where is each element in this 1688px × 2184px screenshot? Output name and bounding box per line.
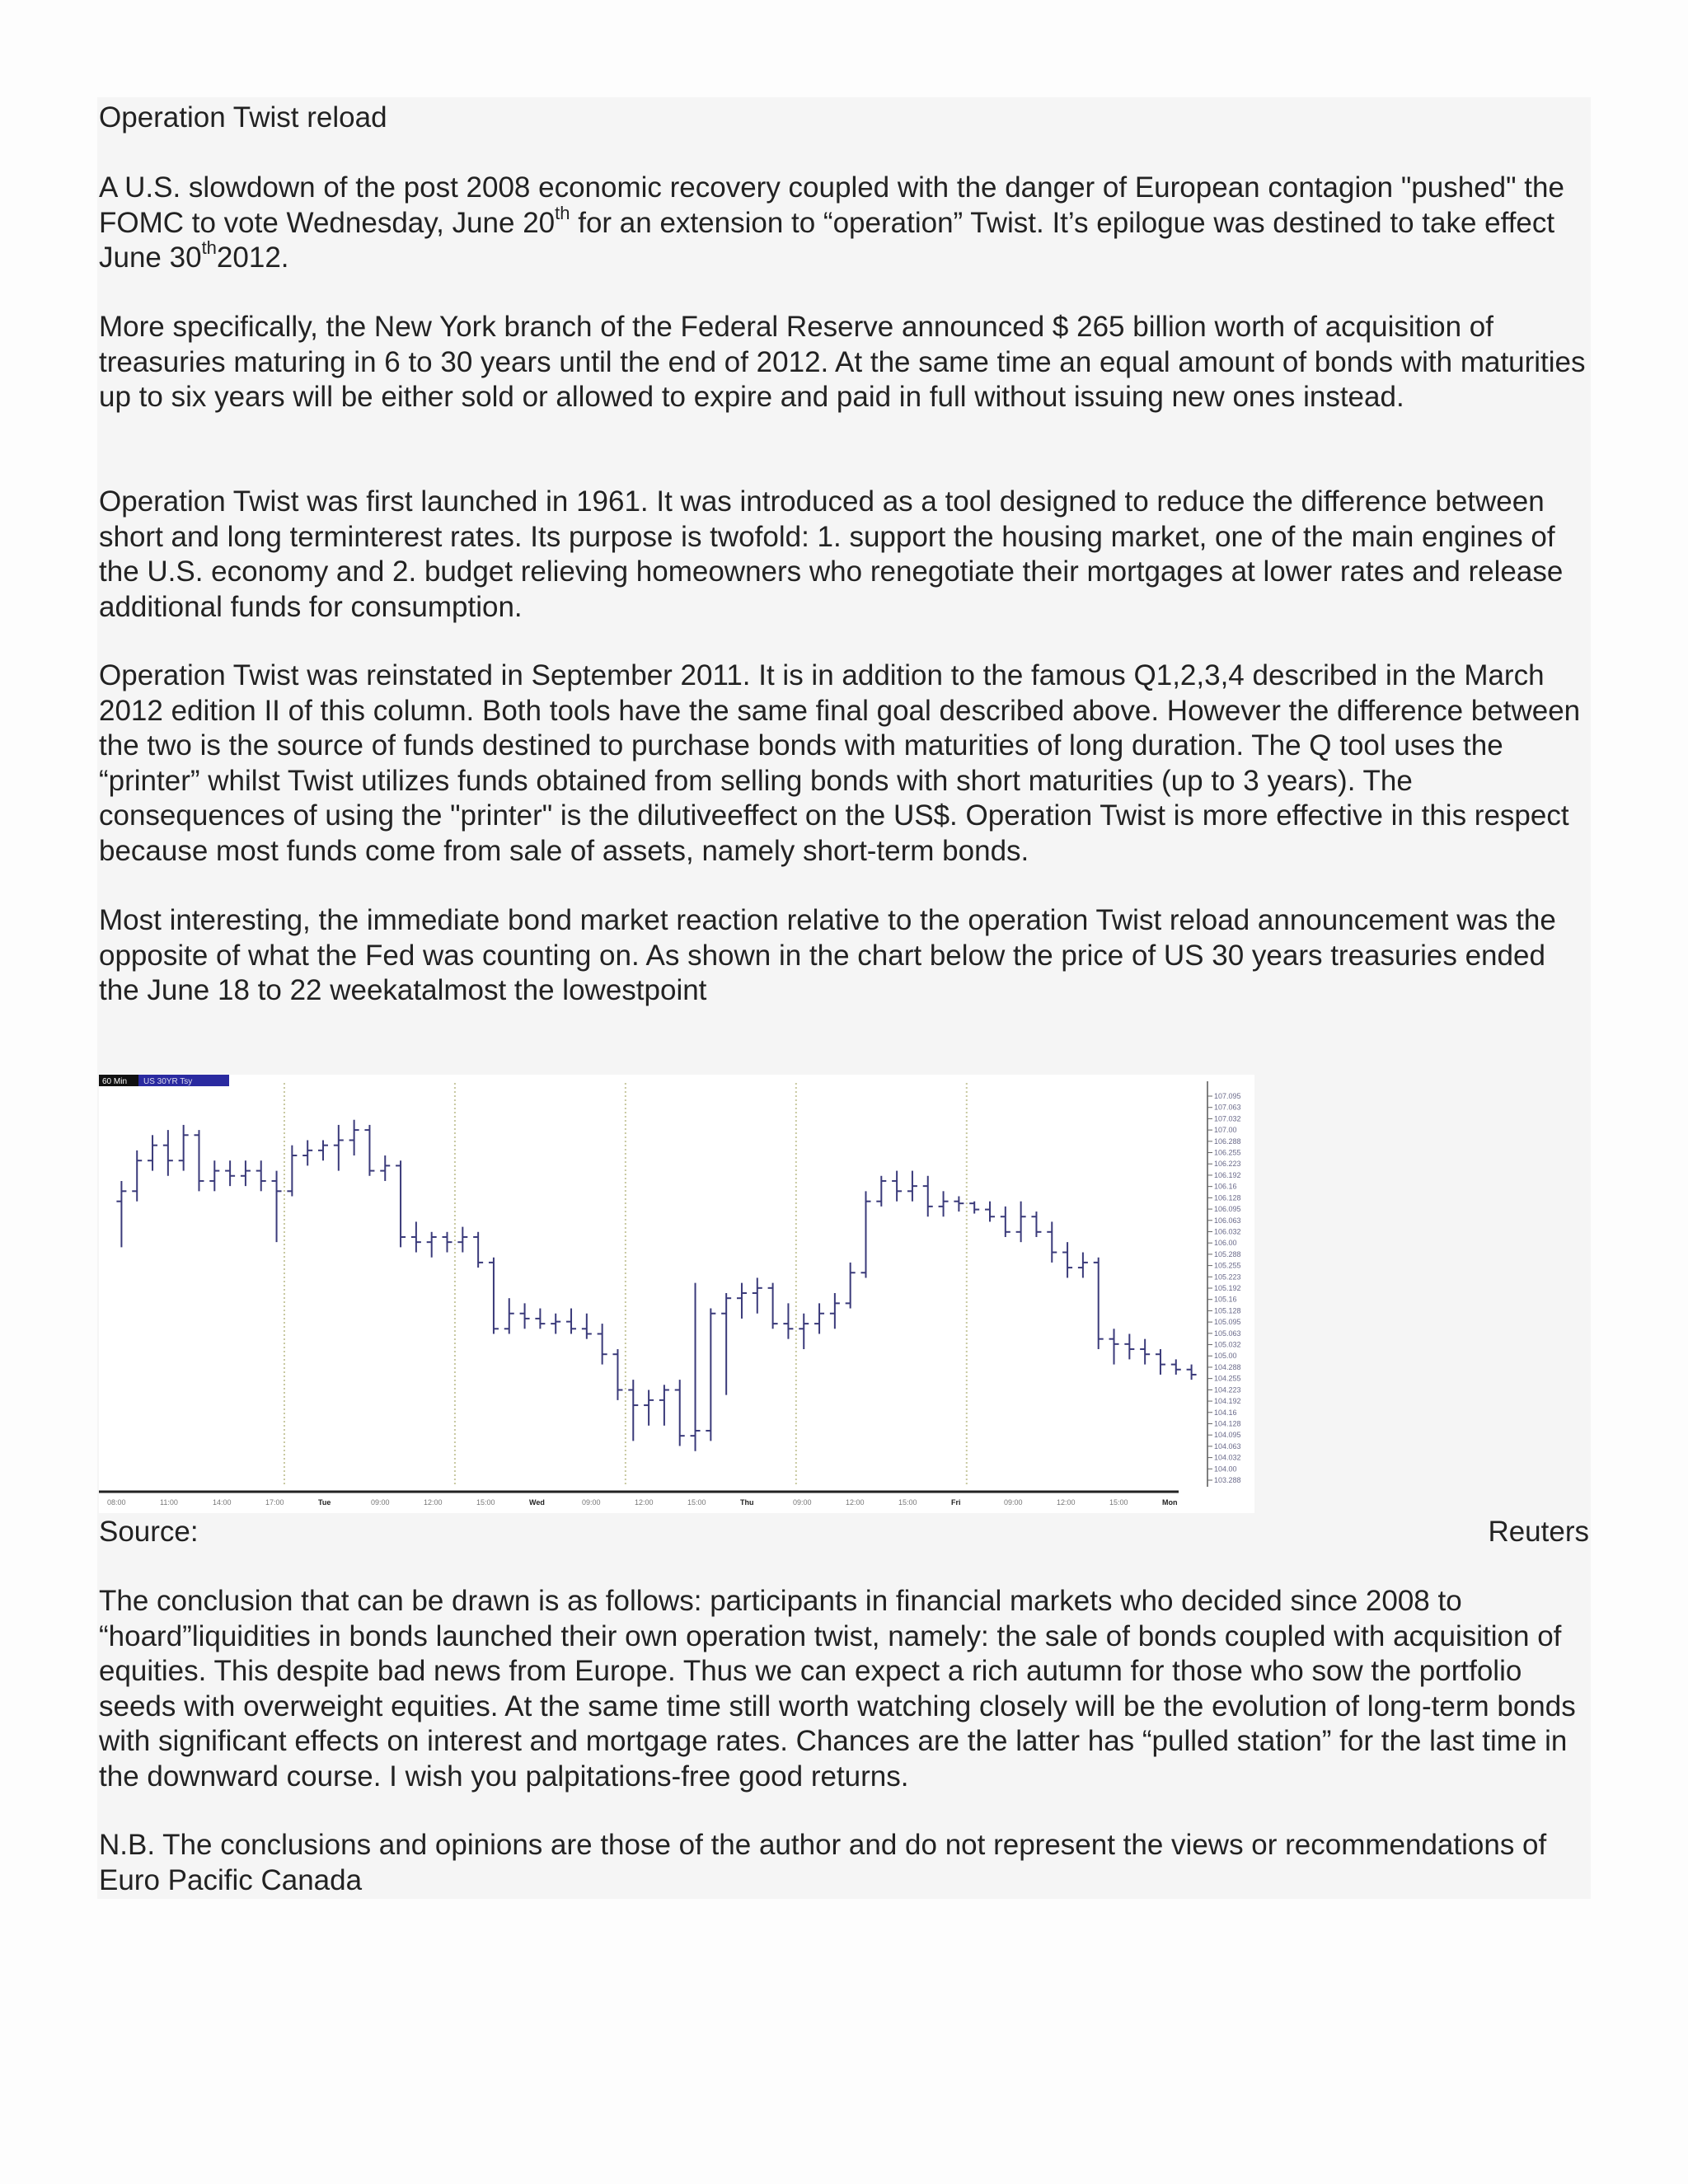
y-tick-label: 106.223 xyxy=(1214,1160,1241,1169)
x-tick-label: 15:00 xyxy=(1109,1498,1128,1507)
ohlc-bar xyxy=(846,1263,856,1309)
ohlc-bar xyxy=(892,1171,902,1202)
y-tick-label: 105.288 xyxy=(1214,1249,1241,1258)
y-tick-label: 106.255 xyxy=(1214,1148,1241,1157)
y-tick-label: 106.063 xyxy=(1214,1216,1241,1225)
ohlc-bar xyxy=(287,1146,297,1197)
y-tick-label: 104.032 xyxy=(1214,1453,1241,1462)
y-tick-label: 105.095 xyxy=(1214,1318,1241,1327)
ohlc-bar xyxy=(272,1171,282,1243)
ohlc-bar xyxy=(659,1385,669,1425)
superscript-th-2: th xyxy=(201,237,217,258)
ohlc-bar xyxy=(179,1125,189,1171)
ohlc-bar xyxy=(504,1298,514,1333)
ohlc-bar xyxy=(473,1232,483,1268)
y-tick-label: 104.192 xyxy=(1214,1397,1241,1406)
ohlc-bar xyxy=(876,1176,886,1207)
ohlc-bar xyxy=(706,1309,715,1441)
ohlc-bar xyxy=(1187,1365,1197,1380)
ohlc-bar xyxy=(1094,1258,1104,1349)
ohlc-bar xyxy=(954,1197,964,1212)
ohlc-bar xyxy=(334,1125,344,1171)
ohlc-bar xyxy=(194,1130,204,1191)
ohlc-bar xyxy=(520,1303,530,1329)
paragraph-2: More specifically, the New York branch of the Federal Reserve announced $ 265 billion worth of acquisition of treasuries maturing in 6 to 30 years until the end of 2012. At the same time an equal amount of bonds with maturities up to six years will be either sold or allowed to expire and paid in full without issuing new ones instead. xyxy=(99,311,1586,413)
ohlc-bar xyxy=(566,1309,576,1334)
ohlc-bar xyxy=(241,1160,251,1186)
y-tick-label: 106.192 xyxy=(1214,1170,1241,1179)
y-tick-label: 104.128 xyxy=(1214,1419,1241,1428)
paragraph-1-part-c: 2012. xyxy=(216,241,289,274)
y-tick-label: 103.288 xyxy=(1214,1476,1241,1484)
y-tick-label: 107.032 xyxy=(1214,1114,1241,1123)
ohlc-bar xyxy=(923,1176,933,1216)
ohlc-bar xyxy=(1047,1221,1057,1262)
x-tick-label: 09:00 xyxy=(793,1498,812,1507)
y-tick-label: 105.032 xyxy=(1214,1340,1241,1349)
ohlc-bar xyxy=(116,1181,126,1247)
ohlc-bar xyxy=(768,1283,778,1329)
ohlc-bar xyxy=(799,1314,809,1349)
y-tick-label: 104.255 xyxy=(1214,1374,1241,1383)
ohlc-bar xyxy=(1031,1212,1041,1237)
ohlc-bar xyxy=(721,1293,731,1395)
x-tick-label: Fri xyxy=(951,1498,961,1507)
y-tick-label: 105.255 xyxy=(1214,1261,1241,1270)
x-tick-label: 09:00 xyxy=(371,1498,390,1507)
ohlc-bar xyxy=(907,1171,917,1202)
x-tick-label: 12:00 xyxy=(635,1498,654,1507)
ohlc-bar xyxy=(163,1130,173,1176)
ohlc-bar xyxy=(148,1135,157,1170)
paragraph-7: N.B. The conclusions and opinions are those of the author and do not represent the views or recommendations of Euro Pacific Canada xyxy=(99,1829,1547,1896)
ohlc-bar xyxy=(380,1155,390,1181)
paragraph-1-part-b: for an extension to “operation” Twist. It’s epilogue was destined to take effect June 30 xyxy=(99,206,1555,274)
y-tick-label: 105.16 xyxy=(1214,1295,1237,1304)
x-tick-label: Wed xyxy=(529,1498,545,1507)
x-tick-label: 08:00 xyxy=(107,1498,126,1507)
ohlc-bar xyxy=(814,1303,824,1333)
y-tick-label: 105.223 xyxy=(1214,1272,1241,1282)
ohlc-bar xyxy=(1171,1359,1181,1375)
x-tick-label: 12:00 xyxy=(1057,1498,1076,1507)
ohlc-bar xyxy=(783,1303,793,1338)
ohlc-bar xyxy=(644,1390,654,1426)
ohlc-bar xyxy=(256,1160,266,1191)
ohlc-bar xyxy=(318,1140,328,1160)
x-tick-label: 15:00 xyxy=(687,1498,706,1507)
ohlc-bar xyxy=(675,1380,685,1446)
ohlc-bar xyxy=(457,1227,467,1253)
ohlc-bar xyxy=(443,1232,452,1253)
paragraph-6: The conclusion that can be drawn is as follows: participants in financial markets who decided since 2008 to “hoard”liquidities in bonds launched their own operation twist, namely: the sale of bonds coupled with acquisition of equities. This despite bad news from Europe. Thus we can expect a rich autumn for those who sow the portfolio seeds with overweight equities. At the same time still worth watching closely will be the evolution of long-term bonds with significant effects on interest and mortgage rates. Chances are the latter has “pulled station” for the last time in the downward course. I wish you palpitations-free good returns. xyxy=(99,1585,1576,1793)
document-title: Operation Twist reload xyxy=(99,101,387,134)
ohlc-bar xyxy=(1140,1339,1150,1365)
y-tick-label: 106.00 xyxy=(1214,1239,1237,1248)
ohlc-bar xyxy=(1109,1329,1119,1364)
x-tick-label: 15:00 xyxy=(898,1498,917,1507)
ohlc-bar xyxy=(628,1380,638,1441)
x-tick-label: 12:00 xyxy=(424,1498,443,1507)
x-tick-label: Tue xyxy=(318,1498,331,1507)
x-tick-label: 09:00 xyxy=(1004,1498,1023,1507)
ohlc-bar xyxy=(427,1232,437,1258)
superscript-th-1: th xyxy=(555,202,570,223)
ohlc-bar xyxy=(1078,1253,1088,1278)
paragraph-5: Most interesting, the immediate bond market reaction relative to the operation Twist reload announcement was the opposite of what the Fed was counting on. As shown in the chart below the price of US 30 years treasuries ended the June 18 to 22 weekatalmost the lowestpoint xyxy=(99,904,1556,1006)
ohlc-bar xyxy=(411,1221,421,1252)
ohlc-bar xyxy=(1156,1349,1165,1375)
ohlc-bar xyxy=(209,1160,219,1191)
ohlc-bar xyxy=(302,1140,312,1165)
paragraph-4: Operation Twist was reinstated in September 2011. It is in addition to the famous Q1,2,3,4 described in the March 2012 edition II of this column. Both tools have the same final goal described above. However the difference between the two is the source of funds destined to purchase bonds with maturities of long duration. The Q tool uses the “printer” whilst Twist utilizes funds obtained from selling bonds with short maturities (up to 3 years). The consequences of using the "printer" is the dilutiveeffect on the US$. Operation Twist is more effective in this respect because most funds come from sale of assets, namely short-term bonds. xyxy=(99,659,1581,867)
y-tick-label: 104.288 xyxy=(1214,1362,1241,1371)
ohlc-bar xyxy=(830,1293,840,1329)
ohlc-bar xyxy=(535,1309,545,1329)
ohlc-bar xyxy=(598,1324,607,1364)
y-tick-label: 106.032 xyxy=(1214,1227,1241,1236)
ohlc-bar xyxy=(1124,1333,1134,1359)
ohlc-bar xyxy=(364,1125,374,1176)
ohlc-bar xyxy=(225,1160,235,1186)
y-tick-label: 105.00 xyxy=(1214,1352,1237,1361)
ohlc-bar xyxy=(612,1349,622,1400)
y-tick-label: 107.00 xyxy=(1214,1126,1237,1135)
ohlc-bar xyxy=(1016,1202,1026,1242)
chart-interval-label: 60 Min xyxy=(102,1077,128,1086)
ohlc-bar xyxy=(489,1258,499,1334)
paragraph-3: Operation Twist was first launched in 1961. It was introduced as a tool designed to reduce the difference between short and long terminterest rates. Its purpose is twofold: 1. support the housing market, one of the main engines of the U.S. economy and 2. budget relieving homeowners who renegotiate their mortgages at lower rates and release additional funds for consumption. xyxy=(99,485,1564,623)
ohlc-bar xyxy=(349,1120,359,1155)
ohlc-bar xyxy=(737,1283,747,1319)
ohlc-bar xyxy=(551,1314,560,1334)
y-tick-label: 104.16 xyxy=(1214,1408,1237,1417)
y-tick-label: 104.063 xyxy=(1214,1441,1241,1451)
x-tick-label: 09:00 xyxy=(582,1498,601,1507)
ohlc-bar xyxy=(985,1202,995,1222)
y-tick-label: 105.063 xyxy=(1214,1329,1241,1338)
y-tick-label: 105.192 xyxy=(1214,1284,1241,1292)
ohlc-bar xyxy=(1062,1242,1072,1277)
ohlc-bar xyxy=(860,1191,870,1277)
paragraph-1-part-a: A U.S. slowdown of the post 2008 economic recovery coupled with the danger of European contagion "pushed" the FOMC to vote Wednesday, June 20 xyxy=(99,171,1564,239)
x-tick-label: Mon xyxy=(1162,1498,1178,1507)
y-tick-label: 104.00 xyxy=(1214,1465,1237,1474)
y-tick-label: 104.223 xyxy=(1214,1385,1241,1394)
x-tick-label: Thu xyxy=(740,1498,754,1507)
ohlc-bar xyxy=(691,1283,701,1451)
y-tick-label: 107.063 xyxy=(1214,1103,1241,1112)
ohlc-bar xyxy=(396,1160,406,1247)
y-tick-label: 106.128 xyxy=(1214,1193,1241,1202)
y-tick-label: 106.288 xyxy=(1214,1137,1241,1146)
y-tick-label: 105.128 xyxy=(1214,1306,1241,1315)
ohlc-bar xyxy=(969,1202,979,1214)
y-tick-label: 107.095 xyxy=(1214,1092,1241,1100)
ohlc-bar xyxy=(1001,1207,1010,1237)
x-tick-label: 11:00 xyxy=(160,1498,178,1507)
y-tick-label: 106.16 xyxy=(1214,1182,1237,1191)
ohlc-bar xyxy=(582,1314,592,1339)
y-tick-label: 106.095 xyxy=(1214,1205,1241,1214)
source-label: Source: xyxy=(99,1516,199,1548)
x-tick-label: 15:00 xyxy=(476,1498,495,1507)
treasury-price-chart xyxy=(99,1075,1254,1513)
y-tick-label: 104.095 xyxy=(1214,1431,1241,1440)
x-tick-label: 12:00 xyxy=(846,1498,865,1507)
chart-title: US 30YR Tsy xyxy=(143,1077,193,1086)
chart-canvas xyxy=(99,1075,1254,1513)
ohlc-bar xyxy=(939,1191,949,1216)
x-tick-label: 17:00 xyxy=(265,1498,284,1507)
paragraph-1 xyxy=(99,171,1591,276)
source-value: Reuters xyxy=(1488,1516,1589,1548)
ohlc-bar xyxy=(132,1151,142,1202)
ohlc-bar xyxy=(753,1277,762,1313)
x-tick-label: 14:00 xyxy=(213,1498,232,1507)
